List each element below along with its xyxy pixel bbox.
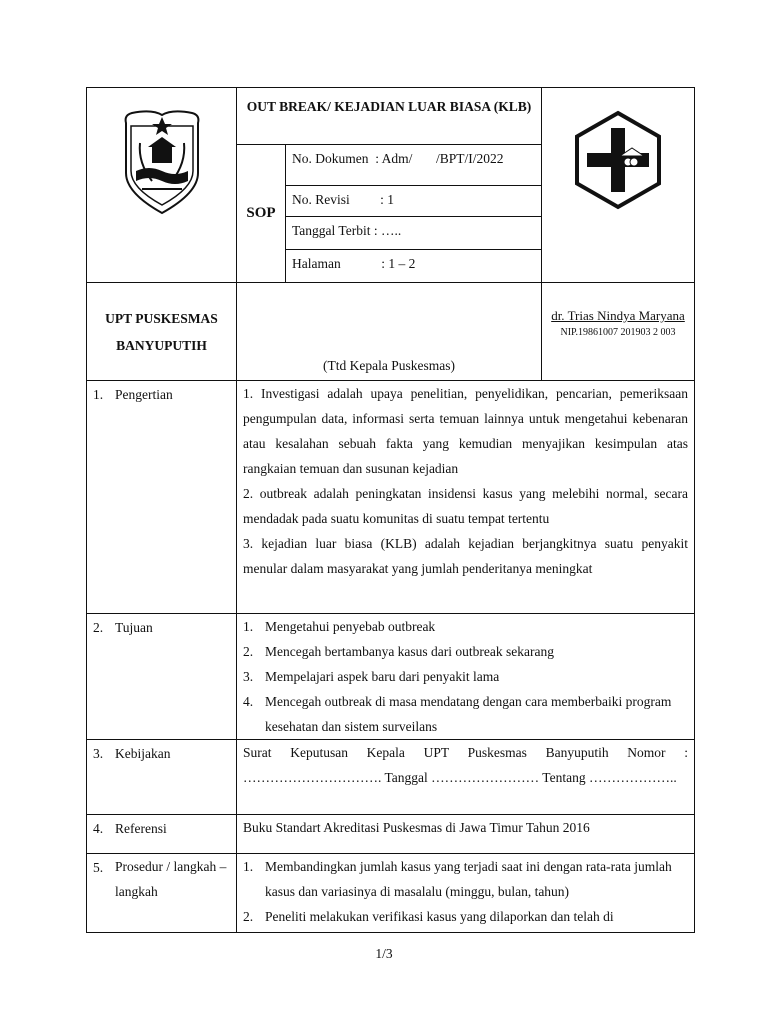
list-item: 1. Mengetahui penyebab outbreak (243, 619, 436, 634)
document-title: OUT BREAK/ KEJADIAN LUAR BIASA (KLB) (237, 88, 542, 145)
regency-emblem-icon (87, 88, 237, 278)
section-content-prosedur (237, 854, 695, 933)
section-label-prosedur: 5. Prosedur / langkah – langkah (87, 854, 237, 933)
section-content-referensi: Buku Standart Akreditasi Puskesmas di Jawa Timur Tahun 2016 (237, 815, 695, 854)
regency-logo-cell (87, 88, 237, 283)
unit-name: UPT PUSKESMAS BANYUPUTIH (87, 283, 237, 381)
paragraph: 3. kejadian luar biasa (KLB) adalah kejadian berjangkitnya suatu penyakit menular dalam masyarakat yang jumlah penderitanya meningkat (243, 536, 688, 576)
meta-halaman: Halaman : 1 – 2 (286, 250, 542, 283)
list-item: 2. Peneliti melakukan verifikasi kasus yang dilaporkan dan telah di (243, 909, 614, 924)
list-item: 4. Mencegah outbreak di masa mendatang dengan cara memberbaiki program kesehatan dan sistem surveilans (243, 694, 672, 734)
section-label-kebijakan: 3. Kebijakan (87, 740, 237, 815)
puskesmas-logo-icon (542, 88, 695, 278)
signer-name: dr. Trias Nindya Maryana (551, 308, 685, 323)
page-number: 1/3 (375, 946, 393, 961)
sop-document-table (86, 87, 695, 933)
list-item: 1. Membandingkan jumlah kasus yang terjadi saat ini dengan rata-rata jumlah kasus dan variasinya di masalalu (minggu, bulan, tahun) (243, 859, 672, 899)
list-item: 3. Mempelajari aspek baru dari penyakit lama (243, 669, 500, 684)
puskesmas-logo-cell (542, 88, 695, 283)
signer-block (542, 283, 695, 381)
signature-placeholder: (Ttd Kepala Puskesmas) (237, 283, 542, 381)
section-content-tujuan (237, 614, 695, 740)
section-content-kebijakan: Surat Keputusan Kepala UPT Puskesmas Banyuputih Nomor : …………………………. Tanggal …………………… Tentang ……………….. (237, 740, 695, 815)
section-label-tujuan: 2. Tujuan (87, 614, 237, 740)
meta-no-revisi: No. Revisi : 1 (286, 186, 542, 217)
section-content-pengertian (237, 381, 695, 614)
paragraph: 1. Investigasi adalah upaya penelitian, penyelidikan, pencarian, pemeriksaan pengumpulan data, informasi serta temuan lainnya untuk mengetahui kebenaran atau kesalahan sebuah fakta yang kemudian menyajikan kesimpulan atas rangkaian temuan dan susunan kejadian (243, 386, 688, 476)
paragraph: 2. outbreak adalah peningkatan insidensi kasus yang melebihi normal, secara mendadak pada suatu komunitas di suatu tempat tertentu (243, 486, 688, 526)
meta-tanggal-terbit: Tanggal Terbit : ….. (286, 217, 542, 250)
signer-nip: NIP.19861007 201903 2 003 (560, 327, 676, 338)
section-label-pengertian: 1. Pengertian (87, 381, 237, 614)
section-label-referensi: 4. Referensi (87, 815, 237, 854)
list-item: 2. Mencegah bertambanya kasus dari outbreak sekarang (243, 644, 555, 659)
sop-label: SOP (237, 145, 286, 283)
meta-no-dokumen: No. Dokumen : Adm/ /BPT/I/2022 (286, 145, 542, 186)
